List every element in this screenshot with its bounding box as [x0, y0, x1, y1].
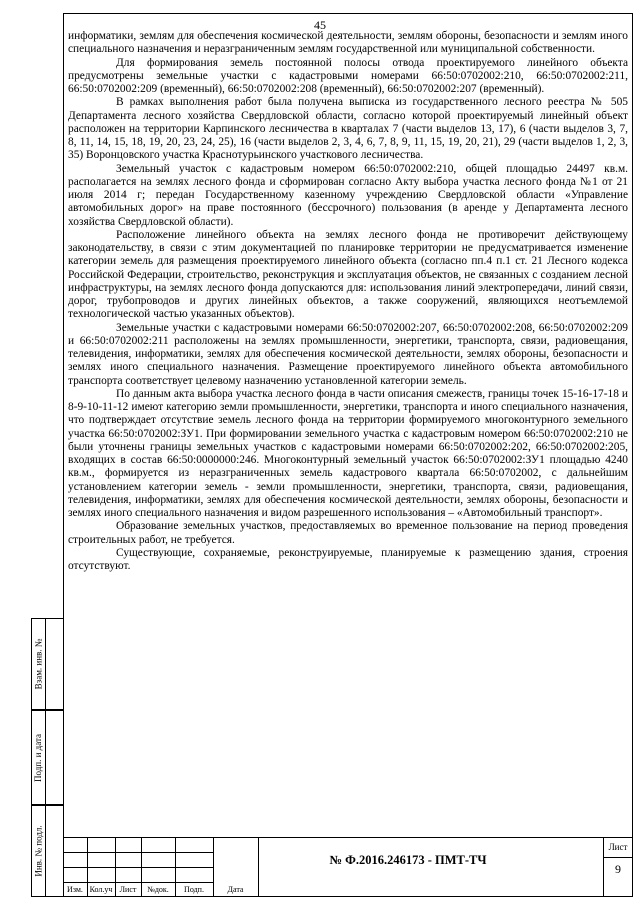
side-stamp-inv [31, 805, 64, 897]
document-code: № Ф.2016.246173 - ПМТ-ТЧ [329, 853, 487, 867]
side-stamp-vzam [31, 618, 64, 710]
paragraph: В рамках выполнения работ была получена выписка из государственного лесного реестра № 505 Департамента лесного хозяйства Свердловской области, согласно которой проектируемый линейный объект расположен на территории Карпинского лесничества в кварталах 7 (части выделов 13, 17), 6 (части выделов 3, 7, 8, 11, 14, 15, 18, 19, 20, 23, 24, 25), 16 (части выделов 2, 3, 4, 6, 7, 8, 9, 11, 15, 19, 20, 21), 29 (части выделов 1, 2, 3, 35) Воронцовского участка Краснотурьинского участкового лесничества. [68, 96, 628, 162]
side-stamp-podp [31, 710, 64, 805]
document-body [68, 30, 628, 573]
stamp-col-ndok: №док. [147, 885, 169, 894]
stamp-col-list: Лист [119, 885, 137, 894]
paragraph: Расположение линейного объекта на землях лесного фонда не противоречит действующему законодательству, в связи с этим документацией по планировке территории не предусматривается изменение категории земель для размещения проектируемого линейного объекта (согласно пп.4 п.1 ст. 21 Лесного кодекса Российской Федерации, строительство, реконструкция и эксплуатация объектов, не связанных с созданием лесной инфраструктуры, на землях лесного фонда допускаются для: использования линий электропередачи, линий связи, дорог, трубопроводов и других линейных объектов, а также сооружений, являющихся неотъемлемой технологической частью указанных объектов). [68, 228, 628, 321]
side-stamp-podp-label: Подп. и дата [33, 733, 44, 782]
paragraph: Существующие, сохраняемые, реконструируемые, планируемые к размещению здания, строения отсутствуют. [68, 546, 628, 572]
stamp-col-izm: Изм. [67, 885, 83, 894]
stamp-col-data: Дата [227, 885, 244, 894]
stamp-col-kol-uch: Кол.уч [89, 885, 113, 894]
paragraph: Земельные участки с кадастровыми номерами 66:50:0702002:207, 66:50:0702002:208, 66:50:0702002:209 и 66:50:0702002:211 расположены на землях промышленности, энергетики, транспорта, связи, радиовещания, телевидения, информатики, землях для обеспечения космической деятельности, землях обороны, безопасности и землях иного специального назначения. Размещение проектируемого линейного объекта автомобильного транспорта соответствует целевому назначению установленной категории земель. [68, 321, 628, 387]
paragraph: Образование земельных участков, предоставляемых во временное пользование на период проведения строительных работ, не требуется. [68, 520, 628, 546]
title-block [63, 837, 633, 897]
paragraph: Земельный участок с кадастровым номером 66:50:0702002:210, общей площадью 24497 кв.м. располагается на землях лесного фонда и сформирован согласно Акту выбора участка лесного фонда №1 от 21 июля 2014 г; передан Государственному казенному учреждению Свердловской области «Управление автомобильных дорог» на праве постоянного (бессрочного) пользования (в аренде у Департамента лесного хозяйства Свердловской области). [68, 162, 628, 228]
paragraph: информатики, землям для обеспечения космической деятельности, землям обороны, безопасности и землям иного специального назначения и неразграниченным землям государственной или муниципальной собственности. [68, 30, 628, 56]
stamp-col-podp: Подп. [184, 885, 204, 894]
sheet-label: Лист [608, 842, 628, 852]
side-stamp-inv-label: Инв. № подл. [33, 825, 44, 877]
sheet-number: 9 [615, 862, 621, 876]
paragraph: Для формирования земель постоянной полосы отвода проектируемого линейного объекта предусмотрены земельные участки с кадастровыми номерами 66:50:0702002:210, 66:50:0702002:211, 66:50:0702002:209 (временный), 66:50:0702002:208 (временный), 66:50:0702002:207 (временный). [68, 56, 628, 95]
page-number: 45 [314, 18, 326, 32]
paragraph: По данным акта выбора участка лесного фонда в части описания смежеств, границы точек 15-16-17-18 и 8-9-10-11-12 имеют категорию земли промышленности, энергетики, транспорта и иного специального назначения, что подтверждает отсутствие земель лесного фонда на территории формируемого многоконтурного земельного участка 66:50:0702002:ЗУ1. При формировании земельного участка с кадастровым номером 66:50:0702002:210 не были уточнены границы земельных участков с кадастровыми номерами 66:50:0702002:202, 66:50:0702002:205, входящих в состав 66:50:0000000:246. Многоконтурный земельный участок 66:50:0702002:ЗУ1 площадью 4240 кв.м., формируется из неразграниченных земель кадастрового квартала 66:50:0702002, с дальнейшим установлением категории земель - земли промышленности, энергетики, транспорта, связи, радиовещания, телевидения, информатики, землях для обеспечения космической деятельности, землях обороны, безопасности и землях иного специального назначения и видом разрешенного использования – «Автомобильный транспорт». [68, 387, 628, 519]
side-stamp-vzam-label: Взам. инв. № [33, 638, 44, 690]
